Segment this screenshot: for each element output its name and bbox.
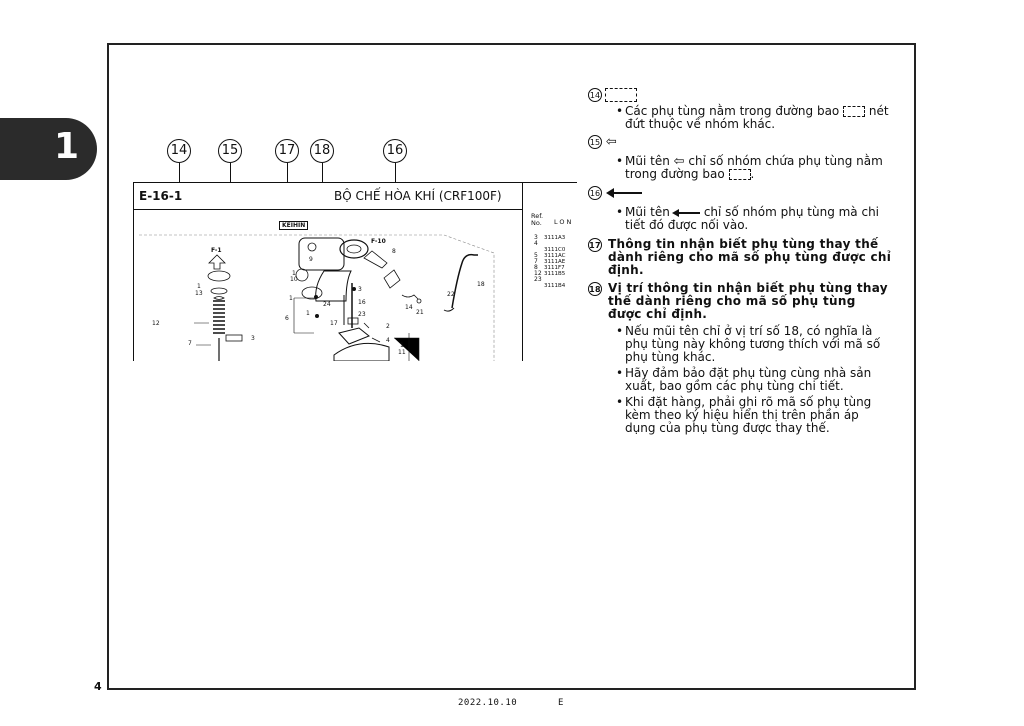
- dashed-outline-symbol: [605, 88, 637, 102]
- label-12: 12: [152, 320, 160, 327]
- parts-diagram: [133, 182, 577, 361]
- keihin-label: KEIHIN: [279, 221, 308, 230]
- callout-14: 14: [167, 139, 191, 163]
- note-18-number: 18: [588, 282, 602, 296]
- label-1c: 1: [289, 295, 293, 302]
- note-14-text-a: Các phụ tùng nằm trong đường bao: [625, 104, 840, 118]
- label-4: 4: [386, 337, 390, 344]
- label-2: 2: [386, 323, 390, 330]
- note-18-bullet-1: [588, 325, 893, 364]
- dashed-outline-inline: [843, 106, 865, 117]
- note-15-text-a: Mũi tên: [625, 154, 670, 168]
- label-7: 7: [188, 340, 192, 347]
- diagram-title: BỘ CHẾ HÒA KHÍ (CRF100F): [334, 189, 502, 203]
- note-18: [588, 282, 893, 321]
- label-6: 6: [285, 315, 289, 322]
- ref-codes: 3111A3 3111C0 3111AC 3111AE 3111F7 3111B5 3111B4: [544, 235, 566, 289]
- label-16: 16: [358, 299, 366, 306]
- label-3b: 3: [358, 286, 362, 293]
- note-15-number: 15: [588, 135, 602, 149]
- label-1a: 1: [197, 283, 201, 290]
- label-23: 23: [358, 311, 366, 318]
- note-14-bullet: [588, 105, 893, 131]
- hollow-arrow-icon: ⇦: [605, 134, 617, 150]
- bullet-dot: •: [616, 395, 624, 409]
- note-14-number: 14: [588, 88, 602, 102]
- chapter-number: 1: [53, 126, 79, 167]
- hollow-arrow-inline-icon: ⇦: [673, 154, 685, 169]
- label-f10: F-10: [371, 238, 386, 245]
- label-9: 9: [309, 256, 313, 263]
- solid-arrow-inline-icon: [678, 212, 700, 214]
- footer-date: 2022.10.10: [458, 698, 518, 708]
- label-f1: F-1: [211, 247, 222, 254]
- callout-18: 18: [310, 139, 334, 163]
- carburetor-drawing: [134, 183, 577, 361]
- note-18-bullet-2-text: Hãy đảm bảo đặt phụ tùng cùng nhà sản xuất, bao gồm các phụ tùng chi tiết.: [625, 366, 872, 393]
- label-17: 17: [330, 320, 338, 327]
- note-17-number: 17: [588, 238, 602, 252]
- note-18-bullet-3: [588, 396, 893, 435]
- note-16-bullet: [588, 206, 893, 232]
- callout-17: 17: [275, 139, 299, 163]
- note-16-number: 16: [588, 186, 602, 200]
- label-24: 24: [323, 301, 331, 308]
- footer-language-code: E: [558, 698, 564, 708]
- label-1e: 1: [400, 342, 404, 349]
- ref-numbers: 3 4 5 7 8 12 23: [534, 234, 542, 283]
- bullet-dot: •: [616, 205, 624, 219]
- label-1d: 1: [306, 310, 310, 317]
- note-17-text: Thông tin nhận biết phụ tùng thay thế dành riêng cho mã số phụ tùng được chỉ định.: [608, 237, 892, 277]
- ref-no-header: Ref. No.: [531, 212, 544, 227]
- note-15-bullet: [588, 155, 893, 181]
- label-14: 14: [405, 304, 413, 311]
- legend-notes: [588, 88, 893, 435]
- label-1b: 1: [292, 270, 296, 277]
- label-10: 10: [290, 276, 298, 283]
- label-18: 18: [477, 281, 485, 288]
- callout-15: 15: [218, 139, 242, 163]
- note-16-text-b: chỉ số nhóm phụ tùng mà chi tiết đó được nối vào.: [625, 205, 880, 232]
- label-11: 11: [398, 349, 406, 356]
- chapter-tab: [0, 118, 97, 180]
- note-18-bullet-3-text: Khi đặt hàng, phải ghi rõ mã số phụ tùng kèm theo ký hiệu hiển thị trên phần áp dụng của phụ tùng được thay thế.: [625, 395, 872, 435]
- note-18-bullet-2: [588, 367, 893, 393]
- note-15-text-b: chỉ số nhóm chứa phụ tùng nằm trong đường bao: [625, 154, 883, 181]
- note-14: [588, 88, 893, 102]
- note-15-text-c: .: [750, 167, 755, 181]
- label-21: 21: [416, 309, 424, 316]
- bullet-dot: •: [616, 366, 624, 380]
- lonc-header: LON: [554, 218, 574, 226]
- note-16: [588, 186, 893, 200]
- solid-arrow-icon: [612, 192, 642, 194]
- note-17: [588, 238, 893, 277]
- bullet-dot: •: [616, 324, 624, 338]
- label-22: 22: [447, 291, 455, 298]
- note-15: [588, 135, 893, 149]
- callout-16: 16: [383, 139, 407, 163]
- label-3: 3: [251, 335, 255, 342]
- bullet-dot: •: [616, 104, 624, 118]
- dashed-outline-inline-2: [729, 169, 751, 180]
- bullet-dot: •: [616, 154, 624, 168]
- note-14-text-b: nét đứt thuộc về nhóm khác.: [625, 104, 889, 131]
- note-18-text: Vị trí thông tin nhận biết phụ tùng thay thế dành riêng cho mã số phụ tùng được chỉ định.: [608, 281, 888, 321]
- diagram-code: E-16-1: [139, 189, 183, 203]
- label-8: 8: [392, 248, 396, 255]
- note-16-text-a: Mũi tên: [625, 205, 670, 219]
- page-number: 4: [94, 680, 102, 693]
- note-18-bullet-1-text: Nếu mũi tên chỉ ở vị trí số 18, có nghĩa là phụ tùng này không tương thích với mã số phụ tùng khác.: [625, 324, 881, 364]
- label-13: 13: [195, 290, 203, 297]
